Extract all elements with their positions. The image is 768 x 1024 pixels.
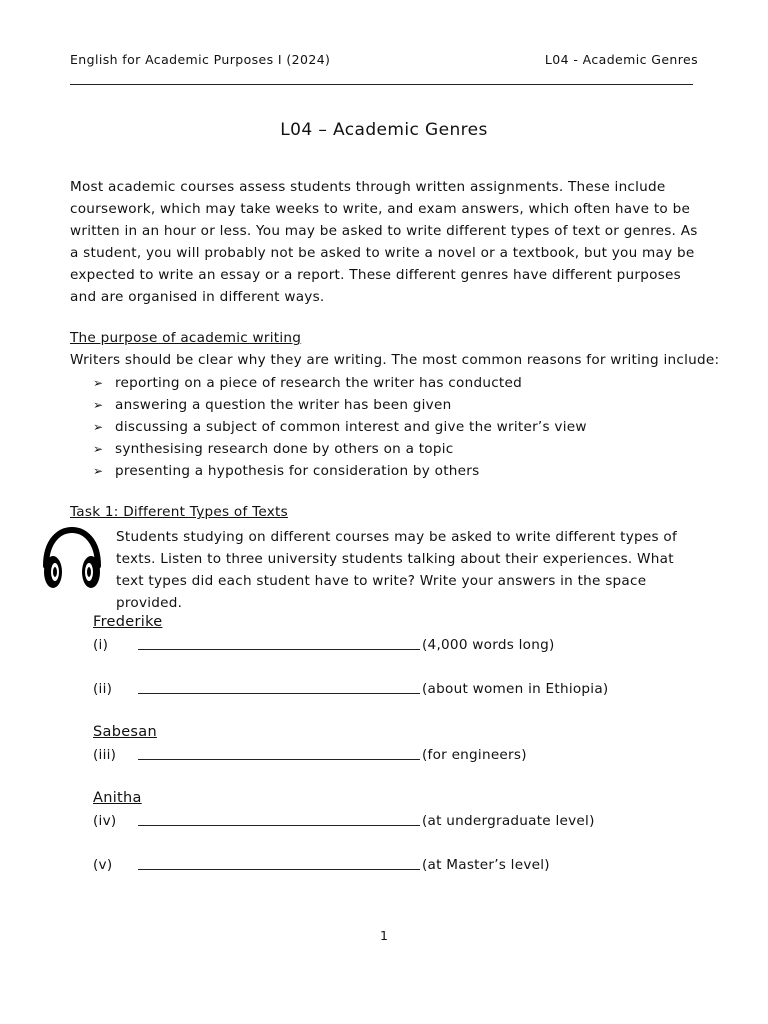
answer-number: (iii) — [93, 747, 117, 763]
purpose-heading: The purpose of academic writing — [70, 330, 302, 346]
answer-number: (iv) — [93, 813, 117, 829]
page-number: 1 — [380, 928, 388, 943]
list-item — [93, 438, 587, 460]
student-name-sabesan: Sabesan — [93, 724, 157, 740]
answer-blank[interactable] — [138, 636, 420, 650]
answer-blank[interactable] — [138, 812, 420, 826]
answer-number: (ii) — [93, 681, 113, 697]
headphones-icon — [40, 526, 104, 594]
list-item — [93, 460, 587, 482]
answer-blank[interactable] — [138, 680, 420, 694]
student-name-anitha: Anitha — [93, 790, 142, 806]
list-item — [93, 372, 587, 394]
header-rule — [70, 84, 693, 85]
purpose-lead: Writers should be clear why they are writing. The most common reasons for writing include: — [70, 352, 720, 368]
arrow-bullet-icon: ➢ — [93, 376, 104, 390]
list-item — [93, 416, 587, 438]
purpose-list — [93, 372, 587, 482]
answer-number: (i) — [93, 637, 109, 653]
arrow-bullet-icon: ➢ — [93, 464, 104, 478]
list-item-text: synthesising research done by others on a topic — [115, 441, 454, 457]
header-lesson: L04 - Academic Genres — [544, 52, 698, 67]
task1-heading: Task 1: Different Types of Texts — [70, 504, 288, 520]
list-item-text: presenting a hypothesis for consideration by others — [115, 463, 480, 479]
answer-note: (for engineers) — [422, 747, 527, 763]
answer-note: (about women in Ethiopia) — [422, 681, 609, 697]
answer-row-iv — [93, 812, 595, 829]
answer-row-v — [93, 856, 550, 873]
answer-row-ii — [93, 680, 608, 697]
page-title: L04 – Academic Genres — [280, 120, 488, 140]
answer-row-i — [93, 636, 555, 653]
list-item-text: reporting on a piece of research the writer has conducted — [115, 375, 523, 391]
header-course: English for Academic Purposes I (2024) — [70, 52, 331, 67]
intro-paragraph: Most academic courses assess students through written assignments. These include coursework, which may take weeks to write, and exam answers, which often have to be written in an hour or less. You may be asked to write different types of text or genres. As a student, you will probably not be asked to write a novel or a textbook, but you may be expected to write an essay or a report. These different genres have different purposes and are organised in different ways. — [70, 179, 698, 305]
answer-note: (4,000 words long) — [422, 637, 555, 653]
answer-note: (at undergraduate level) — [422, 813, 595, 829]
list-item-text: discussing a subject of common interest and give the writer’s view — [115, 419, 587, 435]
arrow-bullet-icon: ➢ — [93, 442, 104, 456]
answer-number: (v) — [93, 857, 113, 873]
list-item — [93, 394, 587, 416]
answer-blank[interactable] — [138, 856, 420, 870]
arrow-bullet-icon: ➢ — [93, 420, 104, 434]
task1-instructions: Students studying on different courses may be asked to write different types of texts. Listen to three university students talking about their experiences. What text types did each student have to write? Write your answers in the space provided. — [116, 529, 678, 611]
arrow-bullet-icon: ➢ — [93, 398, 104, 412]
list-item-text: answering a question the writer has been given — [115, 397, 452, 413]
answer-row-iii — [93, 746, 527, 763]
answer-blank[interactable] — [138, 746, 420, 760]
answer-note: (at Master’s level) — [422, 857, 550, 873]
student-name-frederike: Frederike — [93, 614, 163, 630]
